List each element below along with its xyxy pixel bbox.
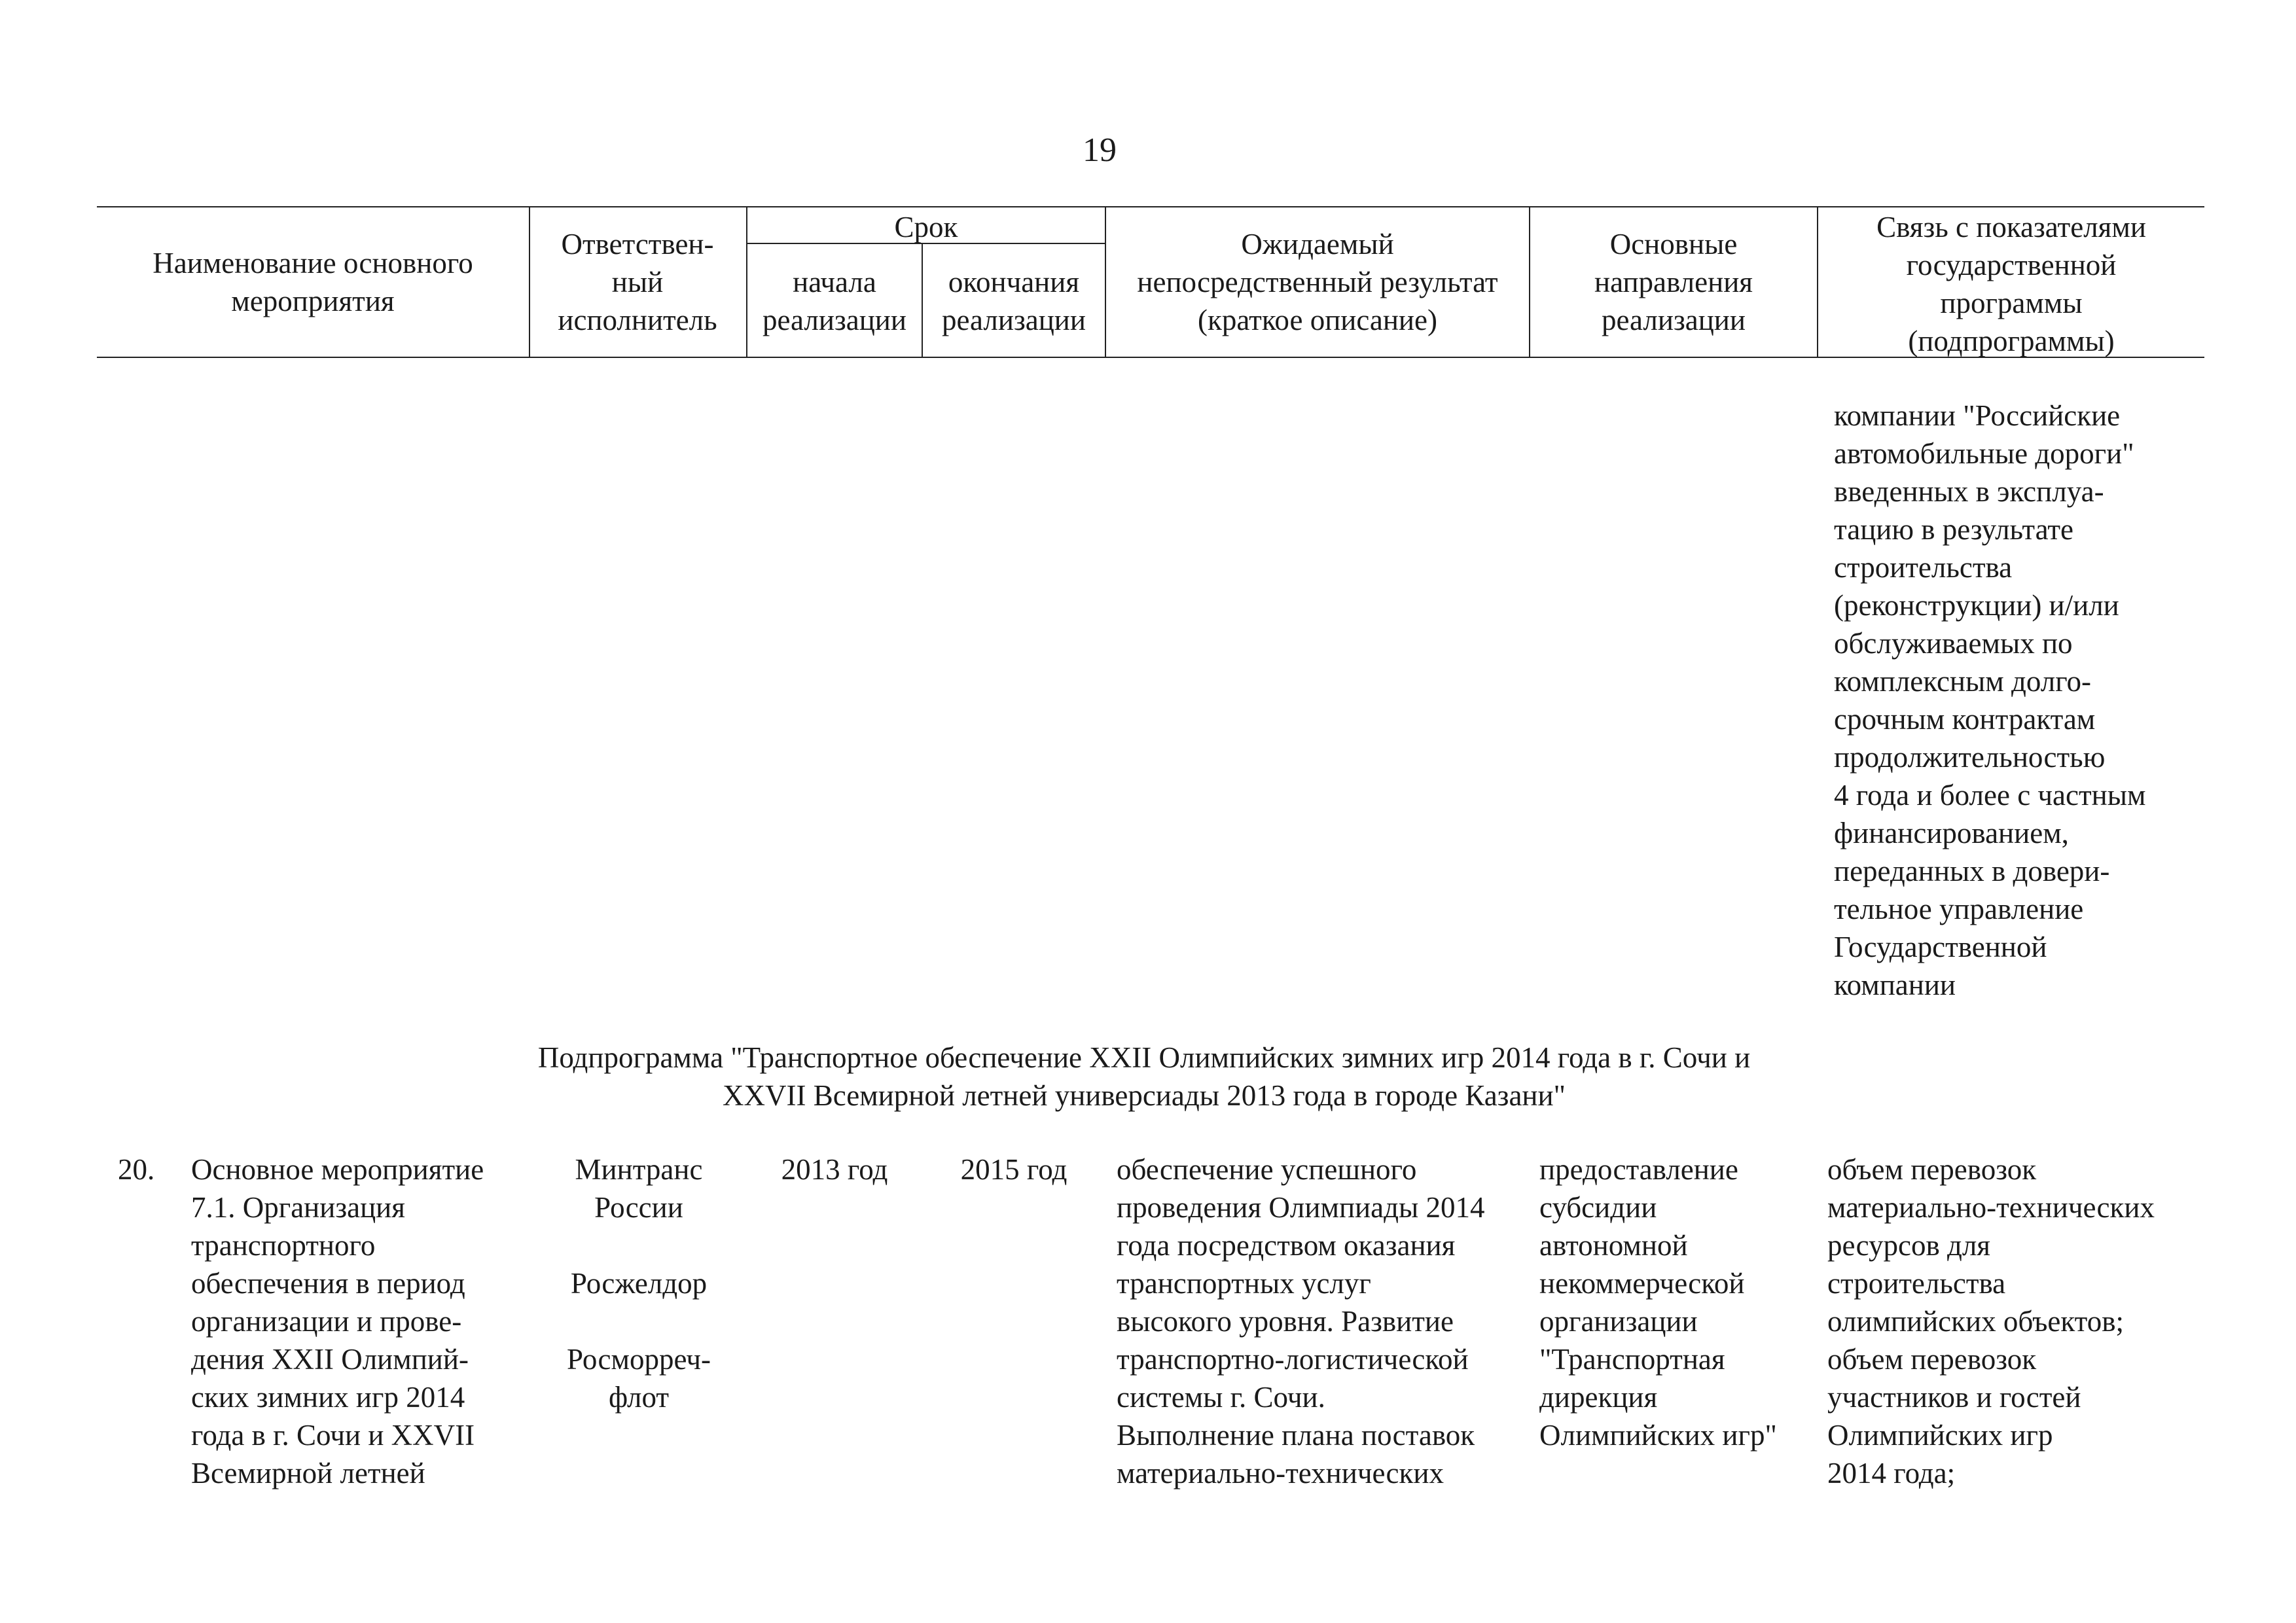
header-name: Наименование основного мероприятия (152, 247, 473, 317)
row-result: обеспечение успешного проведения Олимпиады 2014 года посредством оказания транспортных услуг высокого уровня. Развитие транспортно-логистической системы г. Сочи. Выполнение плана поставок материально-технических (1117, 1153, 1485, 1489)
page-number: 19 (1083, 132, 1117, 169)
executor-mintrans: Минтранс России (575, 1153, 703, 1224)
subprogram-title: Подпрограмма "Транспортное обеспечение XXII Олимпийских зимних игр 2014 года в г. Сочи и XXVII Всемирной летней универсиады 2013 года в городе Казани" (537, 1041, 1751, 1112)
header-result: Ожидаемый непосредственный результат (краткое описание) (1137, 228, 1498, 336)
header-top-rule (97, 206, 2204, 207)
header-directions: Основные направления реализации (1594, 228, 1753, 336)
executor-roszheldor: Росжелдор (570, 1267, 708, 1300)
header-indicators: Связь с показателями государственной программы (подпрограммы) (1876, 211, 2146, 357)
row-executors (537, 1150, 741, 1416)
continued-indicators-text: компании "Российские автомобильные дороги" введенных в эксплуа- тацию в результате строительства (реконструкции) и/или обслуживаемых по комплексным долго- срочным контрактам продолжительностью 4 года и более с частным финансированием, переданных в довери- тельное управление Государственной компании (1834, 399, 2146, 1001)
row-number: 20. (118, 1153, 155, 1186)
row-end-year: 2015 год (960, 1153, 1067, 1186)
header-term: Срок (894, 211, 958, 243)
row-directions: предоставление субсидии автономной некоммерческой организации "Транспортная дирекция Олимпийских игр" (1539, 1153, 1777, 1452)
executor-rosmorrechflot: Росморреч- флот (567, 1343, 711, 1414)
header-end: окончания реализации (942, 266, 1086, 336)
row-indicators: объем перевозок материально-технических ресурсов для строительства олимпийских объектов; объем перевозок участников и гостей Олимпийских игр 2014 года; (1827, 1153, 2155, 1489)
row-name: Основное мероприятие 7.1. Организация транспортного обеспечения в период организации и прове- дения XXII Олимпий- ских зимних игр 2014 года в г. Сочи и XXVII Всемирной летней (191, 1153, 484, 1489)
header-start: начала реализации (762, 266, 906, 336)
row-start-year: 2013 год (781, 1153, 888, 1186)
header-executor: Ответствен- ный исполнитель (558, 228, 717, 336)
